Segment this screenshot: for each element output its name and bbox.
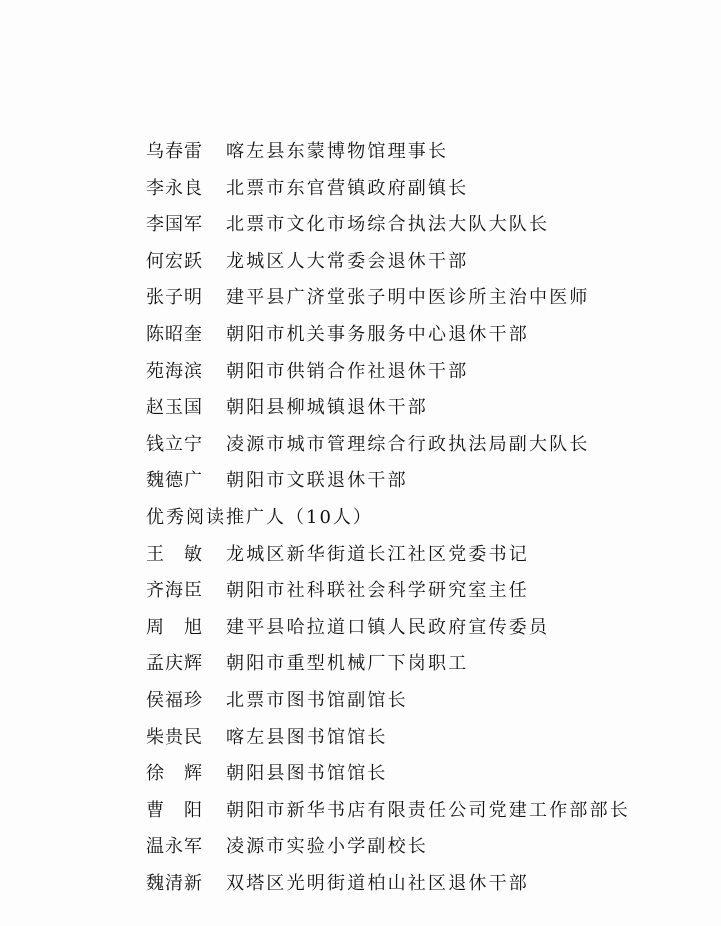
person-name: 何宏跃 — [146, 250, 203, 272]
list-item — [146, 244, 706, 281]
person-title: 建平县广济堂张子明中医诊所主治中医师 — [226, 287, 590, 309]
person-title: 朝阳市机关事务服务中心退休干部 — [226, 323, 529, 345]
person-title: 朝阳县柳城镇退休干部 — [226, 397, 428, 419]
person-name: 陈昭奎 — [146, 323, 203, 345]
person-title: 朝阳市新华书店有限责任公司党建工作部部长 — [226, 799, 630, 821]
person-title: 朝阳市社科联社会科学研究室主任 — [226, 580, 529, 602]
person-name: 赵玉国 — [146, 397, 203, 419]
person-title: 龙城区新华街道长江社区党委书记 — [226, 543, 529, 565]
person-name: 曹 阳 — [146, 799, 203, 821]
person-name: 周 旭 — [146, 616, 203, 638]
honoree-list — [146, 134, 706, 902]
list-item — [146, 573, 706, 610]
person-name: 魏清新 — [146, 872, 203, 894]
person-title: 朝阳市供销合作社退休干部 — [226, 360, 469, 382]
person-name: 柴贵民 — [146, 726, 203, 748]
person-name: 苑海滨 — [146, 360, 203, 382]
person-title: 北票市东官营镇政府副镇长 — [226, 177, 469, 199]
person-name: 钱立宁 — [146, 433, 203, 455]
list-item — [146, 793, 706, 830]
list-item — [146, 207, 706, 244]
list-item — [146, 463, 706, 500]
person-name: 齐海臣 — [146, 580, 203, 602]
list-item — [146, 683, 706, 720]
person-name: 侯福珍 — [146, 689, 203, 711]
list-item — [146, 280, 706, 317]
person-name: 李永良 — [146, 177, 203, 199]
list-item — [146, 829, 706, 866]
person-title: 朝阳县图书馆馆长 — [226, 763, 388, 785]
section-heading: 优秀阅读推广人（10人） — [146, 506, 373, 528]
person-title: 喀左县图书馆馆长 — [226, 726, 388, 748]
person-title: 朝阳市文联退休干部 — [226, 470, 408, 492]
list-item — [146, 171, 706, 208]
list-item — [146, 866, 706, 903]
list-item — [146, 646, 706, 683]
list-item — [146, 537, 706, 574]
person-name: 温永军 — [146, 836, 203, 858]
list-item — [146, 354, 706, 391]
person-name: 张子明 — [146, 287, 203, 309]
person-name: 李国军 — [146, 214, 203, 236]
list-item — [146, 756, 706, 793]
person-name: 乌春雷 — [146, 141, 203, 162]
person-title: 凌源市城市管理综合行政执法局副大队长 — [226, 433, 590, 455]
person-title: 龙城区人大常委会退休干部 — [226, 250, 469, 272]
list-item — [146, 390, 706, 427]
list-item — [146, 427, 706, 464]
person-name: 孟庆辉 — [146, 653, 203, 675]
person-title: 北票市图书馆副馆长 — [226, 689, 408, 711]
person-title: 喀左县东蒙博物馆理事长 — [226, 141, 449, 162]
person-title: 建平县哈拉道口镇人民政府宣传委员 — [226, 616, 550, 638]
person-title: 凌源市实验小学副校长 — [226, 836, 428, 858]
person-name: 徐 辉 — [146, 763, 203, 785]
list-item — [146, 134, 706, 171]
list-item — [146, 610, 706, 647]
list-item — [146, 317, 706, 354]
person-title: 双塔区光明街道柏山社区退休干部 — [226, 872, 529, 894]
person-title: 朝阳市重型机械厂下岗职工 — [226, 653, 469, 675]
person-title: 北票市文化市场综合执法大队大队长 — [226, 214, 550, 236]
person-name: 王 敏 — [146, 543, 203, 565]
list-item — [146, 720, 706, 757]
person-name: 魏德广 — [146, 470, 203, 492]
